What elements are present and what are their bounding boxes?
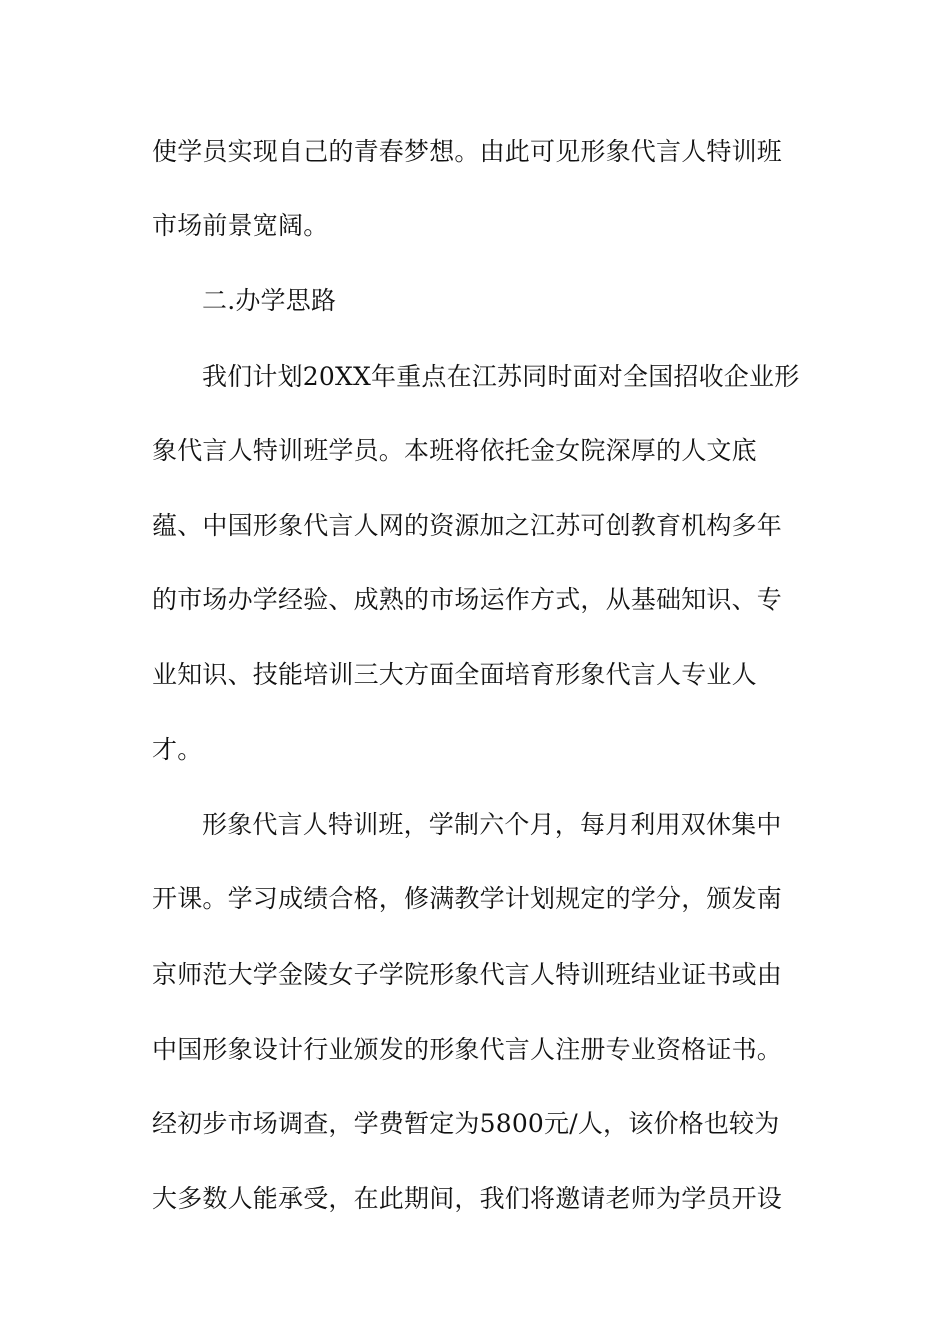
text-line-7: 的市场办学经验、成熟的市场运作方式，从基础知识、专 xyxy=(152,585,783,614)
text-line-9: 才。 xyxy=(152,735,203,764)
text-line-13: 中国形象设计行业颁发的形象代言人注册专业资格证书。 xyxy=(152,1035,783,1064)
text-line-4: 我们计划20XX年重点在江苏同时面对全国招收企业形 xyxy=(202,362,800,391)
text-line-8: 业知识、技能培训三大方面全面培育形象代言人专业人 xyxy=(152,660,757,689)
text-line-5: 象代言人特训班学员。本班将依托金女院深厚的人文底 xyxy=(152,436,757,465)
text-line-2: 市场前景宽阔。 xyxy=(152,211,329,240)
section-heading: 二.办学思路 xyxy=(202,286,337,315)
text-line-6: 蕴、中国形象代言人网的资源加之江苏可创教育机构多年 xyxy=(152,511,783,540)
text-line-12: 京师范大学金陵女子学院形象代言人特训班结业证书或由 xyxy=(152,960,783,989)
text-line-15: 大多数人能承受，在此期间，我们将邀请老师为学员开设 xyxy=(152,1184,783,1213)
text-line-11: 开课。学习成绩合格，修满教学计划规定的学分，颁发南 xyxy=(152,884,783,913)
text-line-14: 经初步市场调查，学费暂定为5800元/人，该价格也较为 xyxy=(152,1109,780,1138)
text-line-1: 使学员实现自己的青春梦想。由此可见形象代言人特训班 xyxy=(152,137,783,166)
text-line-10: 形象代言人特训班，学制六个月，每月利用双休集中 xyxy=(202,810,782,839)
